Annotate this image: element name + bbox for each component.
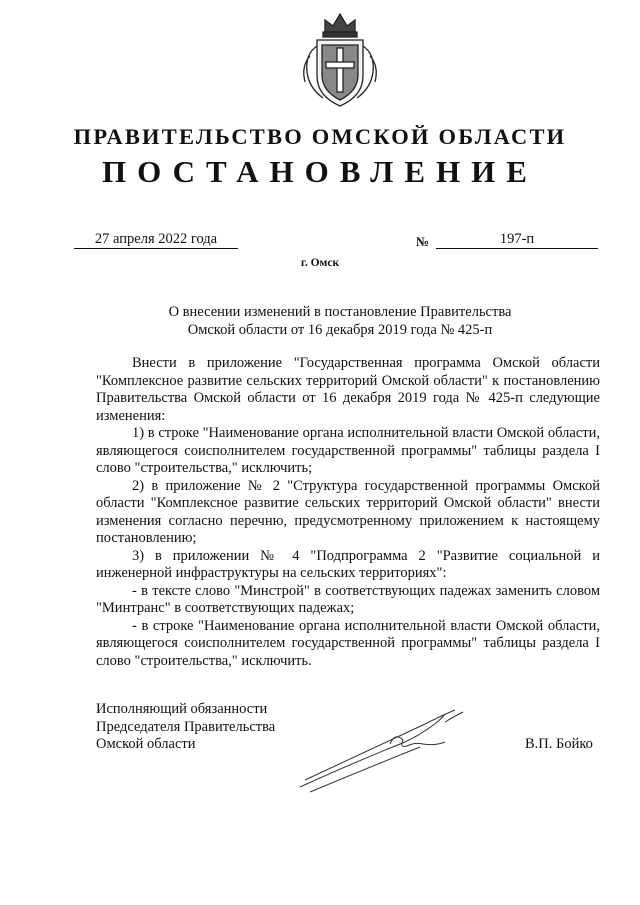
position-line-1: Исполняющий обязанности xyxy=(96,701,268,717)
document-body xyxy=(96,355,600,670)
city: г. Омск xyxy=(300,257,340,269)
body-paragraph-subitem-2: - в строке "Наименование органа исполнительной власти Омской области, являющегося соисполнителем государственной программы" таблицы раздела I слово "строительства," исключить. xyxy=(96,617,600,669)
signatory-position xyxy=(96,701,275,754)
document-type-title: ПОСТАНОВЛЕНИЕ xyxy=(102,154,538,189)
body-paragraph-subitem-1: - в тексте слово "Минстрой" в соответствующих падежах заменить словом "Минтранс" в соответствующих падежах; xyxy=(96,582,600,616)
position-line-3: Омской области xyxy=(96,736,196,752)
subject-line-2: Омской области от 16 декабря 2019 года № 425-п xyxy=(187,321,493,338)
handwritten-signature xyxy=(295,702,470,797)
document-date: 27 апреля 2022 года xyxy=(74,231,238,249)
body-paragraph-item-3: 3) в приложении № 4 "Подпрограмма 2 "Развитие социальной и инженерной инфраструктуры на сельских территориях": xyxy=(96,547,600,581)
body-paragraph-item-1: 1) в строке "Наименование органа исполнительной власти Омской области, являющегося соисполнителем государственной программы" таблицы раздела I слово "строительства," исключить; xyxy=(96,425,600,476)
body-paragraph-intro: Внести в приложение "Государственная программа Омской области "Комплексное развитие сельских территорий Омской области" к постановлению Правительства Омской области от 16 декабря 2019 года № 425-п следующие изменения: xyxy=(96,355,600,424)
body-paragraph-item-2: 2) в приложение № 2 "Структура государственной программы Омской области "Комплексное развитие сельских территорий Омской области" внести изменения согласно перечню, предусмотренному приложением к настоящему постановлению; xyxy=(96,477,600,546)
omsk-coat-of-arms-icon xyxy=(295,6,385,112)
government-title: ПРАВИТЕЛЬСТВО ОМСКОЙ ОБЛАСТИ xyxy=(73,124,567,149)
document-subject xyxy=(130,304,550,339)
signer-name: В.П. Бойко xyxy=(525,736,593,752)
subject-line-1: О внесении изменений в постановление Правительства xyxy=(168,304,512,320)
document-number: 197-п xyxy=(436,231,598,249)
position-line-2: Председателя Правительства xyxy=(96,718,276,735)
number-sign: № xyxy=(416,234,430,249)
